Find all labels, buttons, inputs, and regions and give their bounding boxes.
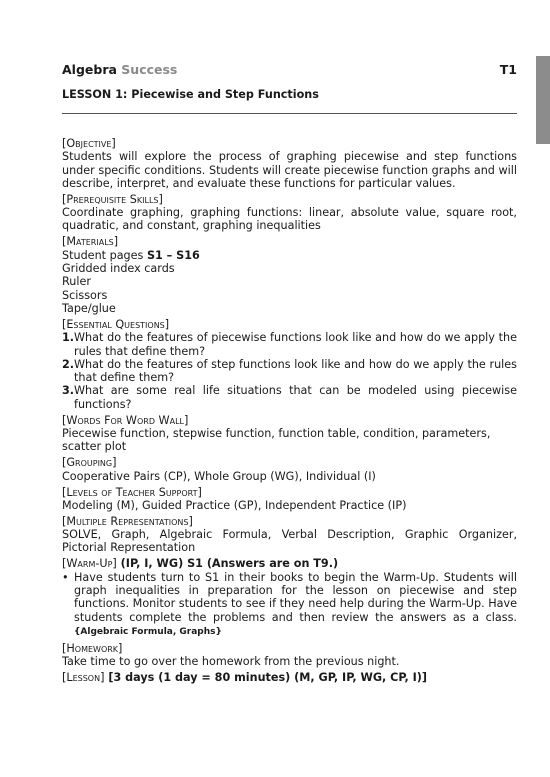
homework-heading: [Homework] <box>62 641 123 655</box>
word-wall-heading: [Words For Word Wall] <box>62 413 189 427</box>
page-code: T1 <box>499 62 517 77</box>
lesson-heading-detail: [3 days (1 day = 80 minutes) (M, GP, IP, WG, CP, I)] <box>104 671 428 685</box>
list-item <box>62 331 517 358</box>
brand-title <box>62 62 177 77</box>
lesson-title: LESSON 1: Piecewise and Step Functions <box>62 88 319 101</box>
word-wall-text: Piecewise function, stepwise function, function table, condition, parameters, scatter plot <box>62 426 491 454</box>
warmup-heading-line <box>62 557 517 570</box>
warmup-list <box>62 571 517 639</box>
prerequisite-heading: [Prerequisite Skills] <box>62 192 163 206</box>
materials-heading: [Materials] <box>62 235 119 249</box>
grouping-text: Cooperative Pairs (CP), Whole Group (WG), Individual (I) <box>62 469 376 483</box>
page-header <box>62 62 517 78</box>
brand-part-1: Algebra <box>62 62 117 77</box>
question-number: 1. <box>62 331 75 345</box>
list-item <box>62 384 517 411</box>
warmup-tag: {Algebraic Formula, Graphs} <box>74 626 222 637</box>
question-number: 3. <box>62 384 75 398</box>
lesson-content <box>62 137 517 684</box>
materials-item: Gridded index cards <box>62 262 175 276</box>
materials-item: Scissors <box>62 288 108 302</box>
representations-heading: [Multiple Representations] <box>62 514 193 528</box>
lesson-heading-line <box>62 671 517 684</box>
side-tab-marker <box>536 56 550 144</box>
question-text: What do the features of piecewise functions look like and how do we apply the rules that define them? <box>74 331 517 358</box>
objective-heading: [Objective] <box>62 137 116 150</box>
warmup-heading: [Warm-Up] <box>62 557 117 571</box>
question-text: What do the features of step functions look like and how do we apply the rules that define them? <box>74 357 517 385</box>
essential-questions-list <box>62 331 517 411</box>
materials-item: Ruler <box>62 275 91 289</box>
brand-part-2: Success <box>121 62 178 77</box>
bullet-icon: • <box>62 570 69 584</box>
objective-text: Students will explore the process of graphing piecewise and step functions under specific conditions. Students will create piecewise function graphs and will describe, interpret, and evaluate these functions for particular values. <box>62 150 517 190</box>
homework-text: Take time to go over the homework from the previous night. <box>62 655 400 669</box>
warmup-heading-detail: (IP, I, WG) S1 (Answers are on T9.) <box>116 557 339 571</box>
list-item <box>62 571 517 639</box>
materials-item: Tape/glue <box>62 301 116 315</box>
list-item <box>62 358 517 385</box>
warmup-body: Have students turn to S1 in their books to begin the Warm-Up. Students will graph inequalities in preparation for the lesson on piecewise and step functions. Monitor students to see if they need help during the Warm-Up. Have students complete the problems and then review the answers as a class. <box>74 570 517 624</box>
prerequisite-text: Coordinate graphing, graphing functions: linear, absolute value, square root, quadratic, and constant, graphing inequalities <box>62 206 517 233</box>
student-pages-range: S1 – S16 <box>146 248 200 262</box>
header-divider <box>62 113 517 114</box>
levels-text: Modeling (M), Guided Practice (GP), Independent Practice (IP) <box>62 498 407 512</box>
question-text: What are some real life situations that can be modeled using piecewise functions? <box>74 384 517 411</box>
warmup-text <box>74 571 517 639</box>
question-number: 2. <box>62 357 75 371</box>
levels-heading: [Levels of Teacher Support] <box>62 485 202 499</box>
materials-student-pages <box>62 249 517 262</box>
representations-text: SOLVE, Graph, Algebraic Formula, Verbal Description, Graphic Organizer, Pictorial Representation <box>62 528 517 555</box>
essential-questions-heading: [Essential Questions] <box>62 317 170 331</box>
student-pages-label: Student pages <box>62 248 147 262</box>
lesson-heading: [Lesson] <box>62 671 105 685</box>
grouping-heading: [Grouping] <box>62 456 117 470</box>
